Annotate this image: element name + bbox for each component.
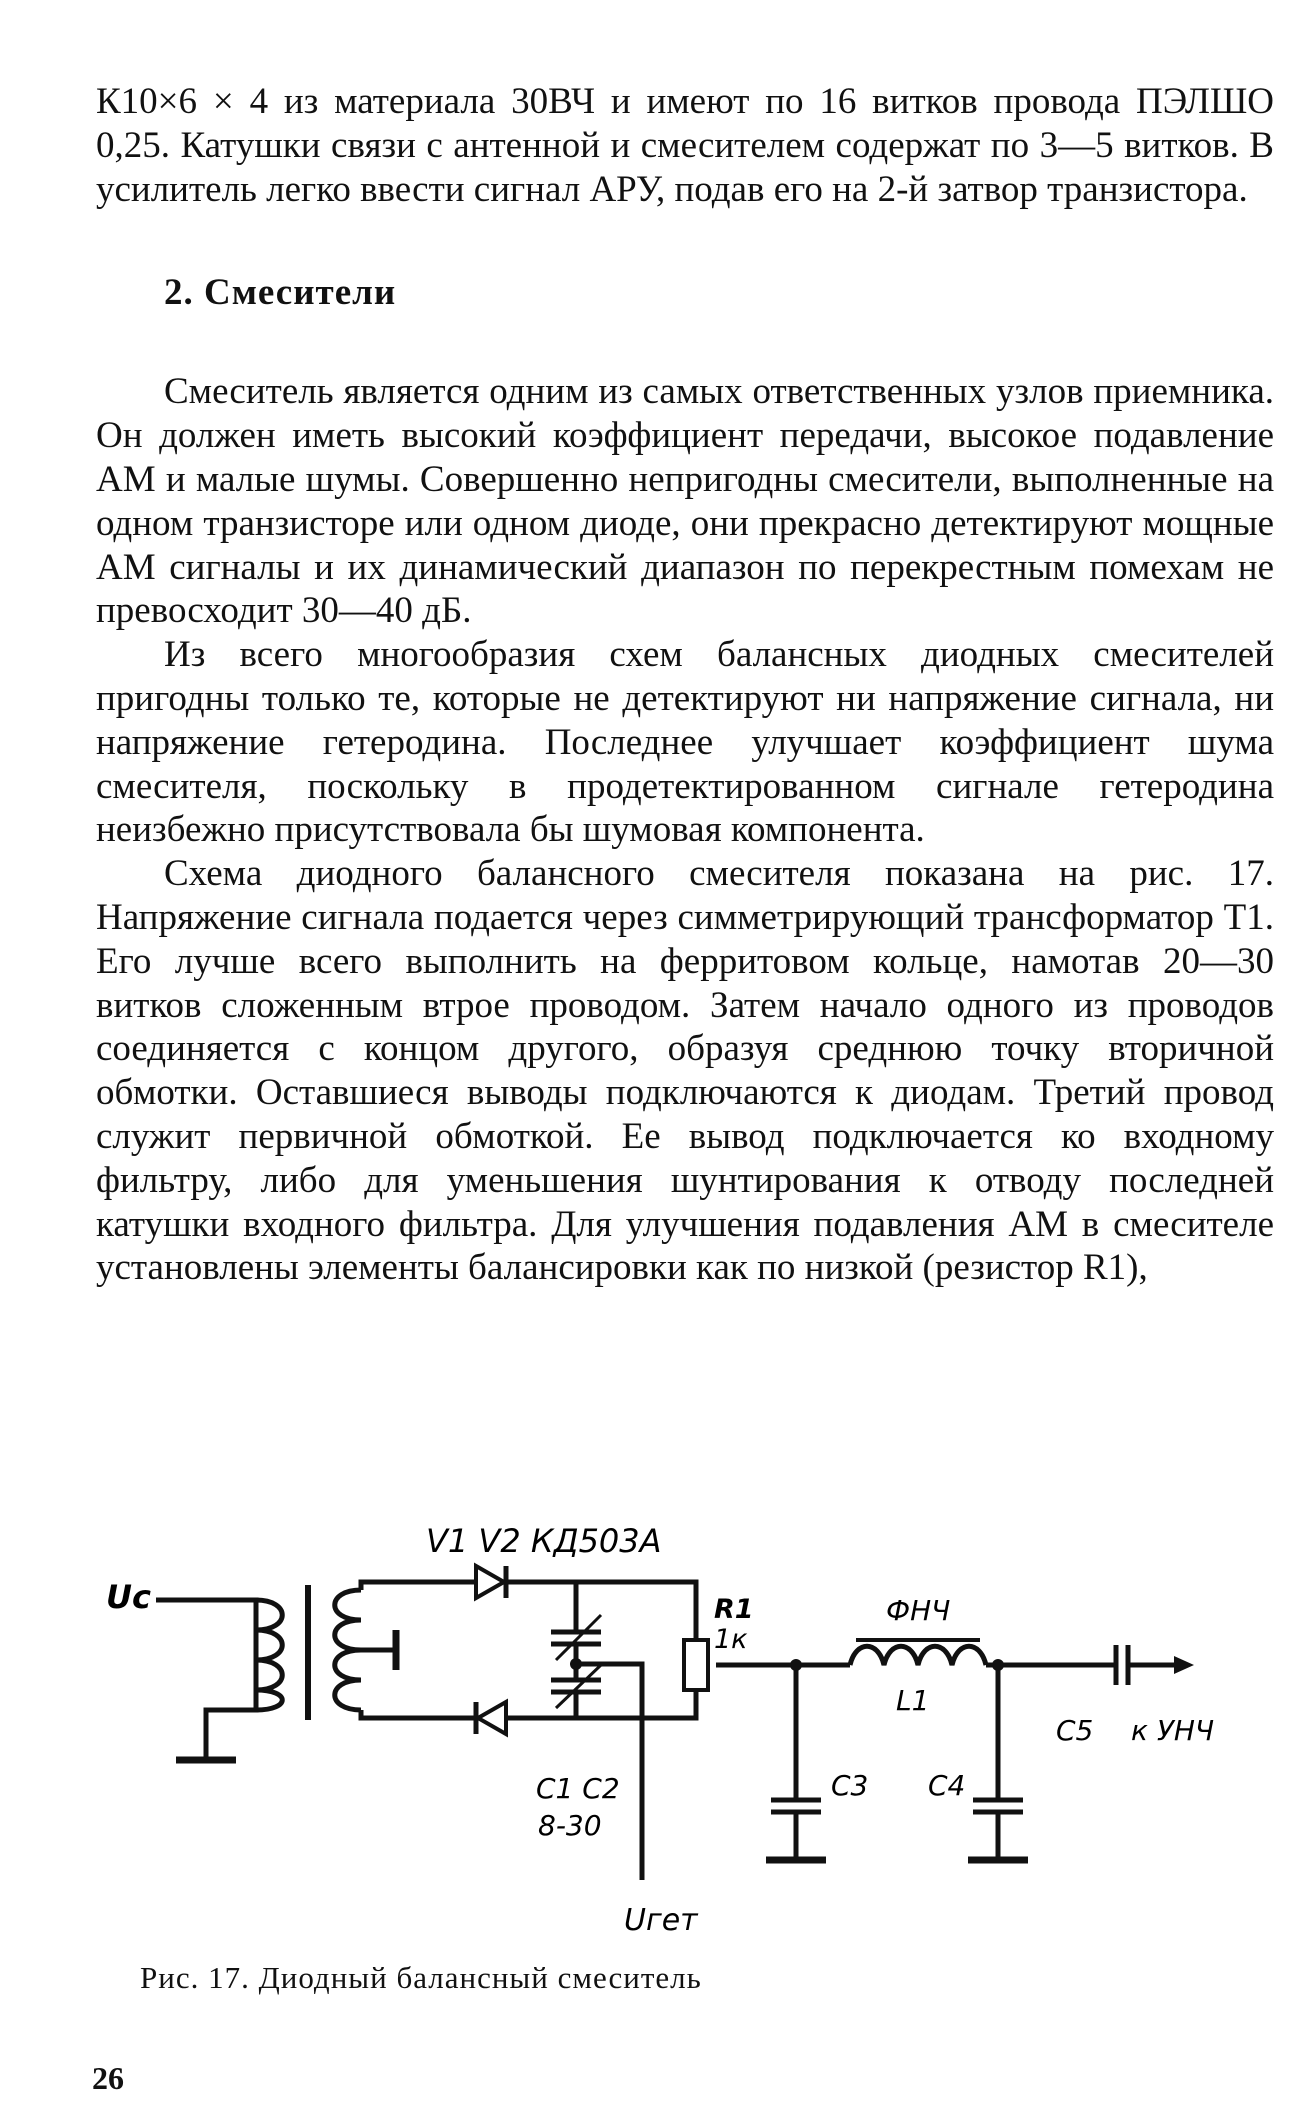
upper-wire	[361, 1582, 696, 1640]
paragraph-1: К10×6 × 4 из материала 30ВЧ и имеют по 16 витков провода ПЭЛШО 0,25. Катушки связи с антенной и смесителем содержат по 3—5 витков. В усилитель легко ввести сигнал АРУ, подав его на 2-й затвор транзистора.	[96, 81, 1274, 210]
lpf-label: ФНЧ	[886, 1594, 951, 1627]
input-wire	[156, 1600, 256, 1760]
c5-label: С5	[1056, 1714, 1094, 1747]
transformer-primary	[256, 1600, 282, 1710]
diode-v2	[478, 1702, 506, 1734]
mixer-schematic	[96, 1522, 1274, 1980]
lower-wire	[361, 1690, 696, 1718]
transformer-secondary	[335, 1590, 361, 1710]
c3-label: С3	[831, 1769, 869, 1802]
paragraph-2: Смеситель является одним из самых ответственных узлов приемника. Он должен иметь высокий коэффициент передачи, высокое подавление АМ и малые шумы. Совершенно непригодны смесители, выполненные на одном транзисторе или одном диоде, они прекрасно детектируют мощные АМ сигналы и их динамический диапазон по перекрестным помехам не превосходит 30—40 дБ.	[96, 371, 1274, 632]
diodes-label: V1 V2 КД503А	[426, 1522, 662, 1560]
section-heading: 2. Смесители	[164, 272, 397, 314]
paragraph-4: Схема диодного балансного смесителя показана на рис. 17. Напряжение сигнала подается через симметрирующий трансформатор Т1. Его лучше всего выполнить на ферритовом кольце, намотав 20—30 витков сложенным втрое проводом. Затем начало одного из проводов соединяется с концом другого, образуя среднюю точку вторичной обмотки. Оставшиеся выводы подключаются к диодам. Третий провод служит первичной обмоткой. Ее вывод подключается ко входному фильтру, либо для уменьшения шунтирования к отводу последней катушки входного фильтра. Для улучшения подавления АМ в смесителе установлены элементы балансировки как по низкой (резистор R1),	[96, 853, 1274, 1289]
figure-caption: Рис. 17. Диодный балансный смеситель	[140, 1960, 702, 1995]
c4-label: С4	[928, 1769, 966, 1802]
page-number: 26	[92, 2060, 124, 2096]
uc-label: Uc	[106, 1578, 151, 1616]
c1c2-label: С1 С2	[536, 1772, 620, 1805]
output-arrow	[1174, 1656, 1194, 1674]
r1-value: 1к	[714, 1624, 748, 1655]
resistor-r1	[684, 1640, 708, 1690]
page-body	[96, 80, 1274, 1290]
ugen-label: Uгет	[624, 1903, 698, 1938]
l1-label: L1	[896, 1684, 930, 1717]
c1c2-value: 8-30	[538, 1809, 602, 1842]
output-label: к УНЧ	[1131, 1714, 1215, 1747]
inductor-l1	[850, 1646, 986, 1665]
r1-label: R1	[714, 1594, 754, 1625]
paragraph-3: Из всего многообразия схем балансных диодных смесителей пригодны только те, которые не детектируют ни напряжение сигнала, ни напряжение гетеродина. Последнее улучшает коэффициент шума смесителя, поскольку в продетектированном сигнале гетеродина неизбежно присутствовала бы шумовая компонента.	[96, 634, 1274, 851]
diode-v1	[476, 1566, 504, 1598]
